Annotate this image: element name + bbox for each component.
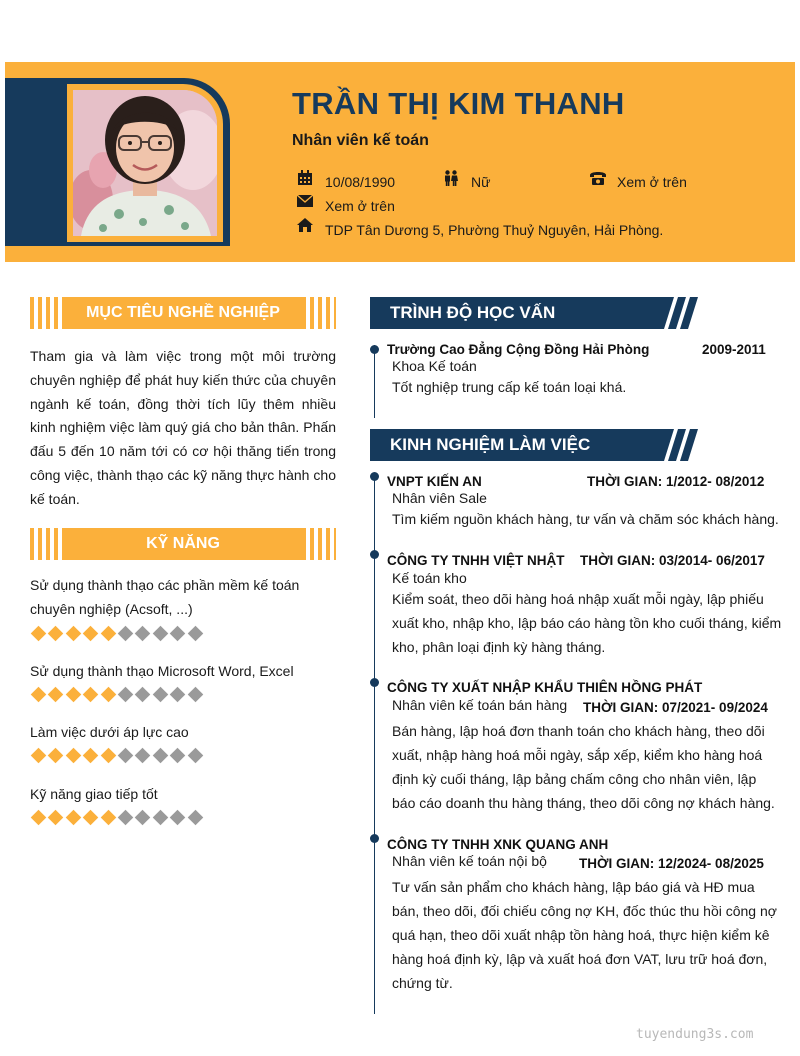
education-description: Tốt nghiệp trung cấp kế toán loại khá. — [392, 379, 627, 395]
timeline-dot — [370, 550, 379, 559]
rating-diamond-empty — [152, 748, 168, 764]
skill-name: Sử dụng thành thạo các phần mềm kế toán chuyên nghiệp (Acsoft, ...) — [30, 577, 300, 617]
rating-diamond-filled — [48, 748, 64, 764]
rating-diamond-empty — [187, 810, 203, 826]
skill-rating — [33, 748, 201, 764]
rating-diamond-filled — [100, 810, 116, 826]
experience-company: CÔNG TY TNHH XNK QUANG ANH — [387, 837, 609, 852]
rating-diamond-filled — [48, 626, 64, 642]
rating-diamond-filled — [83, 810, 99, 826]
rating-diamond-filled — [48, 687, 64, 703]
experience-role: Nhân viên kế toán bán hàng — [392, 697, 568, 713]
timeline-dot — [370, 345, 379, 354]
rating-diamond-empty — [170, 626, 186, 642]
skill-name: Kỹ năng giao tiếp tốt — [30, 786, 158, 802]
timeline-dot — [370, 834, 379, 843]
objective-text: Tham gia và làm việc trong một môi trường chuyên nghiệp để phát huy kiến thức của chuyên ngành kế toán, đồng thời tích lũy thêm nhiều kinh nghiệm việc làm quý giá cho bản thân. Phấn đấu 5 đến 10 năm tới có cơ hội thăng tiến trong công việc, thành thạo các kỹ năng thực hành cho kế toán. — [30, 348, 336, 507]
rating-diamond-filled — [48, 810, 64, 826]
gender-icon — [443, 170, 461, 186]
rating-diamond-empty — [152, 626, 168, 642]
header-stripes-decoration — [650, 297, 700, 329]
rating-diamond-filled — [83, 687, 99, 703]
skills-section-header — [30, 528, 336, 560]
experience-period: THỜI GIAN: 1/2012- 08/2012 — [587, 474, 765, 489]
candidate-name: TRẦN THỊ KIM THANH — [292, 86, 625, 121]
experience-role: Kế toán kho — [392, 570, 467, 586]
mail-icon — [297, 194, 315, 210]
rating-diamond-filled — [83, 626, 99, 642]
experience-title: KINH NGHIỆM LÀM VIỆC — [390, 435, 591, 454]
profile-photo — [73, 90, 217, 236]
rating-diamond-empty — [170, 748, 186, 764]
experience-description: Tìm kiếm nguồn khách hàng, tư vấn và chăm sóc khách hàng. — [392, 511, 779, 527]
education-timeline — [374, 345, 375, 418]
experience-company: CÔNG TY XUẤT NHẬP KHẨU THIÊN HỒNG PHÁT — [387, 680, 703, 695]
rating-diamond-empty — [135, 626, 151, 642]
education-period: 2009-2011 — [702, 342, 766, 357]
skills-title: KỸ NĂNG — [64, 528, 302, 560]
experience-role: Nhân viên Sale — [392, 490, 487, 506]
objective-title: MỤC TIÊU NGHỀ NGHIỆP — [64, 297, 302, 329]
rating-diamond-filled — [31, 748, 47, 764]
experience-period: THỜI GIAN: 03/2014- 06/2017 — [580, 553, 765, 568]
skill-rating — [33, 687, 201, 703]
rating-diamond-empty — [135, 748, 151, 764]
education-school: Trường Cao Đẳng Cộng Đồng Hải Phòng — [387, 342, 650, 357]
rating-diamond-empty — [118, 626, 134, 642]
experience-description: Bán hàng, lập hoá đơn thanh toán cho khách hàng, theo dõi xuất, nhập hàng hoá mỗi ngày, sắp xếp, kiểm kho hàng hoá định kỳ cuối tháng, lập bảng chấm công cho nhân viên, lập báo cáo doanh thu hàng tháng, theo dõi công nợ khách hàng. — [392, 723, 775, 811]
rating-diamond-empty — [187, 748, 203, 764]
rating-diamond-filled — [100, 748, 116, 764]
skill-name: Sử dụng thành thạo Microsoft Word, Excel — [30, 663, 294, 679]
rating-diamond-filled — [83, 748, 99, 764]
rating-diamond-filled — [31, 687, 47, 703]
watermark: tuyendung3s.com — [636, 1027, 754, 1042]
rating-diamond-empty — [170, 810, 186, 826]
experience-section-header — [370, 429, 700, 461]
gender: Nữ — [471, 174, 491, 190]
timeline-dot — [370, 678, 379, 687]
experience-period: THỜI GIAN: 07/2021- 09/2024 — [583, 700, 768, 715]
timeline-dot — [370, 472, 379, 481]
rating-diamond-empty — [152, 810, 168, 826]
education-section-header — [370, 297, 700, 329]
rating-diamond-empty — [135, 810, 151, 826]
skill-rating — [33, 626, 201, 642]
rating-diamond-filled — [100, 687, 116, 703]
rating-diamond-filled — [66, 810, 82, 826]
rating-diamond-empty — [187, 687, 203, 703]
birthday: 10/08/1990 — [325, 174, 396, 190]
skill-name: Làm việc dưới áp lực cao — [30, 724, 189, 740]
email: Xem ở trên — [325, 198, 395, 214]
rating-diamond-empty — [170, 687, 186, 703]
education-title: TRÌNH ĐỘ HỌC VẤN — [390, 303, 556, 322]
rating-diamond-empty — [152, 687, 168, 703]
photo-card — [67, 84, 223, 242]
experience-company: VNPT KIẾN AN — [387, 474, 482, 489]
rating-diamond-empty — [187, 626, 203, 642]
cv-header — [5, 62, 795, 262]
candidate-job-title: Nhân viên kế toán — [292, 132, 429, 149]
experience-role: Nhân viên kế toán nội bộ — [392, 853, 547, 869]
experience-company: CÔNG TY TNHH VIỆT NHẬT — [387, 553, 565, 568]
rating-diamond-filled — [100, 626, 116, 642]
rating-diamond-empty — [118, 810, 134, 826]
skill-rating — [33, 810, 201, 826]
phone-icon — [589, 170, 607, 186]
education-major: Khoa Kế toán — [392, 358, 477, 374]
rating-diamond-empty — [118, 687, 134, 703]
calendar-icon — [297, 170, 315, 186]
address: TDP Tân Dương 5, Phường Thuỷ Nguyên, Hải Phòng. — [325, 222, 664, 238]
rating-diamond-filled — [66, 687, 82, 703]
rating-diamond-empty — [135, 687, 151, 703]
rating-diamond-filled — [31, 626, 47, 642]
rating-diamond-filled — [31, 810, 47, 826]
experience-period: THỜI GIAN: 12/2024- 08/2025 — [579, 856, 764, 871]
phone: Xem ở trên — [617, 174, 687, 190]
experience-description: Kiểm soát, theo dõi hàng hoá nhập xuất mỗi ngày, lập phiếu xuất kho, nhập kho, lập báo cáo hàng tồn kho cuối tháng, kiểm kho, phân loại định kỳ hàng tháng. — [392, 591, 782, 655]
header-stripes-decoration — [650, 429, 700, 461]
home-icon — [297, 218, 315, 234]
rating-diamond-filled — [66, 748, 82, 764]
objective-section-header — [30, 297, 336, 329]
experience-description: Tư vấn sản phẩm cho khách hàng, lập báo giá và HĐ mua bán, theo dõi, đối chiếu công nợ KH, đốc thúc thu hồi công nợ quá hạn, theo dõi xuất nhập tồn hàng hoá, thực hiện kiểm kê hàng hoá định kỳ, lập và xuất hoá đơn VAT, lưu trữ hoá đơn, chứng từ. — [392, 879, 777, 991]
rating-diamond-empty — [118, 748, 134, 764]
rating-diamond-filled — [66, 626, 82, 642]
